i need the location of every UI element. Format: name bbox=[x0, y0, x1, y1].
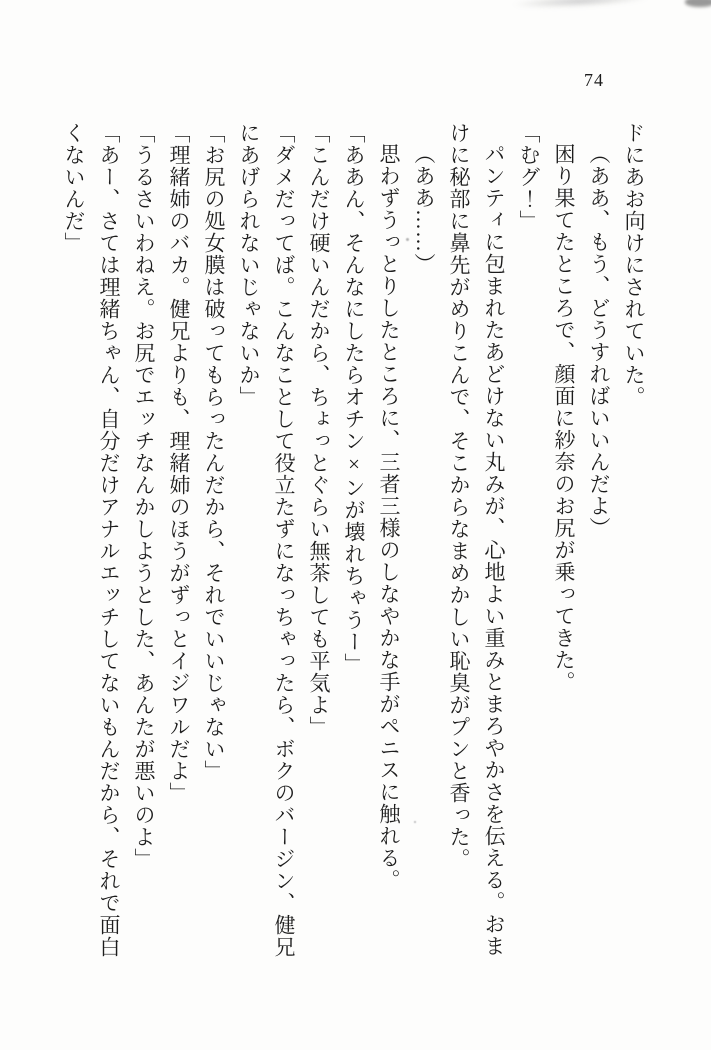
scan-smudge-corner bbox=[685, 0, 711, 7]
page-number: 74 bbox=[584, 70, 604, 90]
scan-smudge-streak bbox=[511, 0, 651, 11]
vertical-text-block bbox=[56, 122, 651, 964]
paragraph: パンティに包まれたあどけない丸みが、心地よい重みとまろやかさを伝える。おまけに秘部に鼻先がめりこんで、そこからなまめかしい恥臭がプンと香った。 bbox=[447, 122, 506, 957]
paragraph: 「あー、さては理緒ちゃん、自分だけアナルエッチしてないもんだから、それで面白くないんだ」 bbox=[62, 122, 121, 958]
paragraph: 困り果てたところで、顔面に紗奈のお尻が乗ってきた。 bbox=[552, 143, 576, 693]
paragraph: 「ああん、そんなにしたらオチン×ンが壊れちゃうー」 bbox=[342, 122, 366, 675]
paragraph: （ああ……） bbox=[412, 143, 436, 275]
paragraph: 「ダメだってば。こんなことして役立たずになっちゃったら、ボクのバージン、健兄にあげられないじゃないか」 bbox=[237, 122, 296, 958]
paragraph: 「むグ！」 bbox=[517, 122, 541, 232]
paragraph: ドにあお向けにされていた。 bbox=[622, 122, 646, 408]
paragraph: 「理緒姉のバカ。健兄よりも、理緒姉のほうがずっとイジワルだよ」 bbox=[167, 122, 191, 804]
paragraph: 「うるさいわねえ。お尻でエッチなんかしようとした、あんたが悪いのよ」 bbox=[132, 122, 156, 870]
paragraph: 思わずうっとりしたところに、三者三様のしなやかな手がペニスに触れる。 bbox=[377, 143, 401, 891]
paragraph: 「お尻の処女膜は破ってもらったんだから、それでいいじゃない」 bbox=[202, 122, 226, 782]
paragraph: （ああ、もう、どうすればいいんだよ） bbox=[587, 143, 611, 539]
paragraph: 「こんだけ硬いんだから、ちょっとぐらい無茶しても平気よ」 bbox=[307, 122, 331, 738]
